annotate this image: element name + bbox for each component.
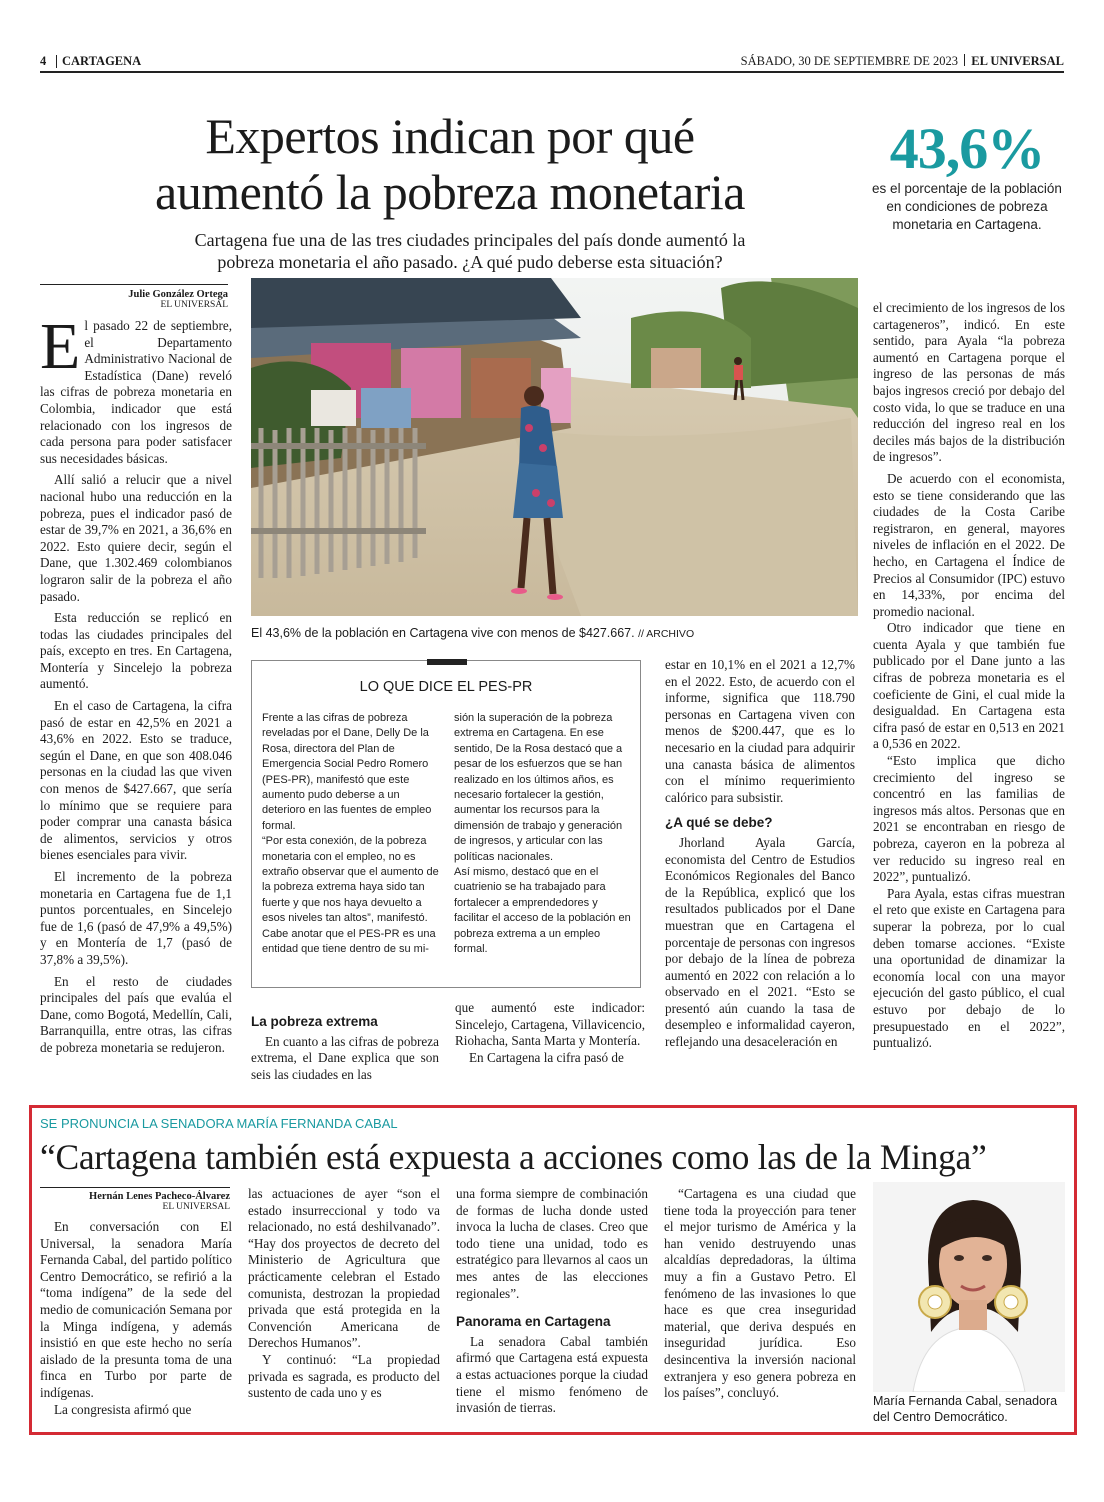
box-col-left: Frente a las cifras de pobreza reveladas por el Dane, Delly De la Rosa, directora del Plan de Emergencia Social Pedro Romero (PES-PR), manifestó que este aumento pudo deberse a un deterioro en las fuentes de empleo formal. “Por esta conexión, de la pobreza monetaria con el empleo, no es extraño observar que el aumento de la pobreza extrema haya sido tan fuerte y que nos haya devuelto a esos niveles tan altos”, manifestó. Cabe anotar que el PES-PR es una entidad que tiene dentro de su mi- <box>262 712 439 956</box>
paragraph: “Esto implica que dicho crecimiento del ingreso se concentró en las familias de ingresos más altos. Personas que en 2021 se encontraban en riesgo de pobreza, cayeron en la pobreza al ver reducido su ingreso real en 2022”, puntualizó. <box>873 753 1065 885</box>
paragraph: En Cartagena la cifra pasó de <box>469 1049 624 1065</box>
main-byline <box>40 289 228 310</box>
second-col-2 <box>248 1186 440 1402</box>
second-kicker: SE PRONUNCIA LA SENADORA MARÍA FERNANDA CABAL <box>40 1116 398 1131</box>
headline-line-1: Expertos indican por qué <box>205 108 695 164</box>
paragraph: De acuerdo con el economista, esto se tiene considerando que las ciudades de la Costa Caribe registraron, en general, mayores niveles de inflación en el 2022. De hecho, en Cartagena el Índice de Precios al Consumidor (IPC) estuvo en 14,33%, por encima del promedio nacional. <box>873 470 1065 619</box>
drop-cap: E <box>40 310 81 383</box>
photo-caption <box>251 625 858 642</box>
street-scene-image <box>251 278 858 616</box>
byline-name: Julie González Ortega <box>128 289 228 300</box>
byline-org: EL UNIVERSAL <box>160 300 228 310</box>
paragraph: el crecimiento de los ingresos de los cartageneros”, indicó. En este sentido, para Ayala “la pobreza aumentó en Cartagena porque el ingreso de las personas de más bajos ingresos creció por debajo del costo vida, lo que se traduce en una reducción del ingreso real en los deciles más bajos de la distribución de ingresos”. <box>873 300 1065 465</box>
header-date: SÁBADO, 30 DE SEPTIEMBRE DE 2023 <box>740 54 958 68</box>
paragraph: Otro indicador que tiene en cuenta Ayala y que también fue publicado por el Dane junto a las cifras de pobreza monetaria es el coeficiente de Gini, el cual mide la desigualdad. En Cartagena esta cifra pasó de estar en 0,513 en 2021 a 0,536 en 2022. <box>873 620 1065 752</box>
main-col-4 <box>665 657 855 1051</box>
header-rule <box>40 71 1064 73</box>
main-photo <box>251 278 858 616</box>
subhead-panorama: Panorama en Cartagena <box>456 1314 611 1330</box>
paragraph: Jhorland Ayala García, economista del Centro de Estudios Económicos Regionales del Banco de la República, explicó que los resultados publicados por el Dane muestran que en Cartagena el porcentaje de personas con ingresos por debajo de la línea de pobreza aumentó en 2022 con relación a lo observado en el 2021. “Esto se presentó aún cuando la tasa de desempleo e informalidad cayeron, reflejando una desaceleración en <box>665 834 855 1050</box>
main-col-5 <box>873 300 1065 1052</box>
paragraph: Para Ayala, estas cifras muestran el reto que existe en Cartagena para superar la pobreza, por lo cual deben tomarse acciones. “Existe una oportunidad de dinamizar la economía local con una mayor ejecución del gasto público, el cual estuvo por debajo de lo presupuestado en el 2022”, puntualizó. <box>873 885 1065 1051</box>
second-byline-org: EL UNIVERSAL <box>162 1202 230 1212</box>
senator-photo <box>873 1182 1065 1392</box>
paragraph: La congresista afirmó que <box>54 1401 192 1417</box>
paragraph: estar en 10,1% en el 2021 a 12,7% en el 2022. Esto, de acuerdo con el informe, significa que 118.790 personas en Cartagena viven con menos de $200.447, que es lo necesario en la ciudad para adquirir una canasta básica de alimentos con el mínimo requerimiento calórico para subsistir. <box>665 657 855 805</box>
stat-callout <box>862 118 1072 234</box>
main-col-1 <box>40 310 232 1057</box>
stat-value: 43,6% <box>889 116 1045 181</box>
paragraph: las actuaciones de ayer “son el estado insurreccional y todo va relacionado, no está deshilvanado”. “Hay dos proyectos de decreto del Ministerio de Agricultura que prácticamente celebran el Estado comunista, destrozan la propiedad privada que está protegida en la Convención Americana de Derechos Humanos”. <box>248 1186 440 1351</box>
paper-name: EL UNIVERSAL <box>971 54 1064 68</box>
paragraph: que aumentó este indicador: Sincelejo, Cartagena, Villavicencio, Riohacha, Santa Marta y Montería. <box>455 1000 645 1049</box>
stat-line-2: en condiciones de pobreza <box>886 199 1048 214</box>
paragraph: El incremento de la pobreza monetaria en Cartagena fue de 1,1 puntos porcentuales, en Sincelejo fue de 1,6 (pasó de 47,9% a 49,5%) y en Montería de 1,7 (pasó de 37,8% a 39,5%). <box>40 869 232 967</box>
second-byline-name: Hernán Lenes Pacheco-Álvarez <box>89 1191 230 1202</box>
second-byline-rule <box>40 1187 230 1188</box>
pes-pr-box <box>251 660 641 988</box>
headline-line-2: aumentó la pobreza monetaria <box>155 164 745 220</box>
paragraph: En cuanto a las cifras de pobreza extrema, el Dane explica que son seis las ciudades en las <box>251 1033 439 1082</box>
senator-caption <box>873 1393 1073 1425</box>
header-divider <box>56 55 57 68</box>
main-headline <box>40 108 860 220</box>
earring-right <box>995 1286 1027 1318</box>
stat-line-3: monetaria en Cartagena. <box>892 217 1042 232</box>
paragraph: Esta reducción se replicó en todas las ciudades principales del país, excepto en tres. En Cartagena, Montería y Sincelejo la pobreza aumentó. <box>40 610 232 692</box>
byline-rule <box>40 284 228 285</box>
second-byline <box>40 1191 230 1212</box>
caption-line-2: del Centro Democrático. <box>873 1410 1008 1424</box>
box-col-right: sión la superación de la pobreza extrema en Cartagena. En ese sentido, De la Rosa destacó que a pesar de los esfuerzos que se han realizado en los últimos años, es necesario fortalecer la gestión, aumentar los recursos para la dimensión de trabajo y generación de ingresos, y articular con las políticas nacionales. Así mismo, destacó que en el cuatrienio se ha trabajado para fortalecer a emprendedores y facilitar el acceso de la población en pobreza extrema a un empleo formal. <box>454 712 631 956</box>
main-deck <box>40 229 900 273</box>
portrait-image <box>873 1182 1065 1392</box>
stat-line-1: es el porcentaje de la población <box>872 181 1062 196</box>
second-col-1 <box>40 1219 232 1418</box>
box-title: LO QUE DICE EL PES-PR <box>359 679 533 695</box>
subhead-pobreza-extrema: La pobreza extrema <box>251 1014 378 1029</box>
header-divider-right <box>964 54 965 66</box>
page-header <box>40 54 1064 72</box>
caption-text: El 43,6% de la población en Cartagena vive con menos de $427.667. <box>251 626 635 640</box>
paragraph: En el resto de ciudades principales del país que evalúa el Dane, como Bogotá, Medellín, Cali, Barranquilla, entre otras, las cifras de pobreza monetaria se redujeron. <box>40 973 232 1055</box>
second-headline: “Cartagena también está expuesta a acciones como las de la Minga” <box>40 1137 987 1177</box>
section-name: CARTAGENA <box>62 54 142 68</box>
paragraph: Allí salió a relucir que a nivel nacional hubo una reducción en la pobreza, pues el indicador pasó de estar de 39,7% en 2021, a 36,6% en 2022. Esto quiere decir, según el Dane, que 1.302.469 colombianos lograron salir de la pobreza el año pasado. <box>40 472 232 604</box>
main-col-2 <box>251 1014 439 1083</box>
deck-line-1: Cartagena fue una de las tres ciudades principales del país donde aumentó la <box>194 230 746 250</box>
page-number: 4 <box>40 54 47 68</box>
paragraph: una forma siempre de combinación de formas de lucha donde usted invoca la lucha de clases. Creo que todo tiene una unidad, todo es estratégico para llevarnos al caos un mes antes de las elecciones regionales”. <box>456 1186 648 1301</box>
paragraph: En el caso de Cartagena, la cifra pasó de estar en 42,5% en 2021 a 43,6% en 2022. Esto se traduce, según el Dane, en que son 408.046 personas en la ciudad las que viven con menos de $427.667, que sería lo mínimo que se requiere para poder comprar una canasta básica de alimentos, servicios y otros bienes esenciales para vivir. <box>40 698 232 863</box>
caption-line-1: María Fernanda Cabal, senadora <box>873 1394 1058 1408</box>
earring-left <box>919 1286 951 1318</box>
paragraph: Y continuó: “La propiedad privada es sagrada, es producto del sustento de cada uno y es <box>248 1351 440 1401</box>
subhead-a-que-se-debe: ¿A qué se debe? <box>665 815 773 831</box>
paragraph: “Cartagena es una ciudad que tiene toda la proyección para tener el mejor turismo de América y la han venido destruyendo unas alcaldías depredadoras, la última muy a fin a Gustavo Petro. El fenómeno de las invasiones lo que hace es que crea inseguridad material, que deriva después en inseguridad jurídica. Eso desincentiva la inversión nacional extranjera y eso genera pobreza en los países”, concluyó. <box>664 1186 856 1401</box>
stat-caption <box>862 180 1072 234</box>
main-col-3 <box>455 1000 645 1066</box>
photo-credit: // ARCHIVO <box>638 628 695 640</box>
deck-line-2: pobreza monetaria el año pasado. ¿A qué pudo deberse esta situación? <box>217 252 723 272</box>
lead-paragraph: El pasado 22 de septiembre, el Departamento Administrativo Nacional de Estadística (Dane) reveló las cifras de pobreza monetaria en Colombia, indicador que está relacionado con los ingresos de cada persona para poder satisfacer sus necesidades básicas. <box>40 310 232 466</box>
paragraph: La senadora Cabal también afirmó que Cartagena está expuesta a estas actuaciones porque la ciudad tiene el mismo fenómeno de invasión de tierras. <box>456 1333 648 1416</box>
paragraph: En conversación con El Universal, la senadora María Fernanda Cabal, del partido político Centro Democrático, se refirió a la “toma indígena” de la sede del medio de comunicación Semana por la Minga indígena, y además insistió en que este hecho no sería aislado de la presunta toma de una finca en Turbo por parte de indígenas. <box>40 1219 232 1400</box>
second-col-3 <box>456 1186 648 1417</box>
second-col-4 <box>664 1186 856 1402</box>
header-right <box>741 54 1064 69</box>
box-top-marker <box>427 659 467 665</box>
